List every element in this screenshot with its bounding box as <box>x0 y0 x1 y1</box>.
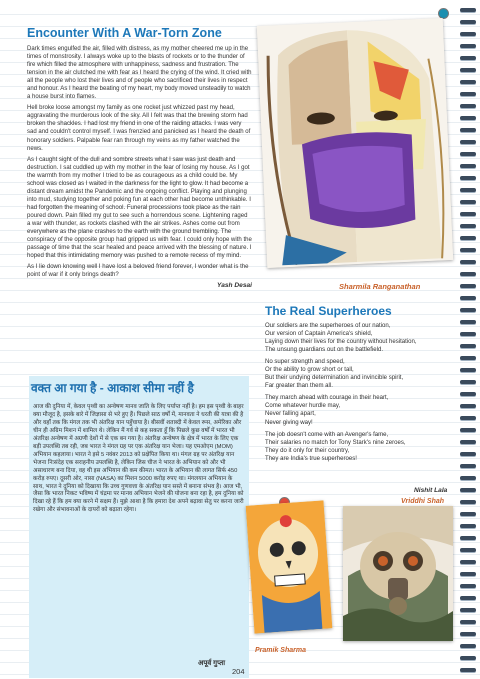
spiral-ring <box>460 44 476 48</box>
spiral-ring <box>460 152 476 156</box>
story-paragraph: As I caught sight of the dull and sombre streets what I saw was just death and destruction. I sat cuddled up with my mother in the fear of losing my house. As I got the warmth from my mother I tried to be as courageous as a child could be. My school was closed as I waited in the darkness for the light to glow. It had become a distant dream amidst the Pandemic and the ongoing conflict. Playing and plunging into mud, studying together and poking fun at each other had become unthinkable. I had forgotten the meaning of school. Funeral processions took place as the rain poured down. Pain filled my gut to see such a horrendous scene. Lightening raged a war with thunder, as rockets clashed with the air strikes. Ashes come out from everywhere as the plane crashes to the earth with the ground trembling. The conspiracy of the opposite group had gripped us with fear. I could only hope with the passage of time that the scar healed and peace arrived with the blessing of nature. I hoped that this intimidating memory was pushed to a remote recess of my mind. <box>27 156 252 260</box>
story-author: Yash Desai <box>217 282 252 290</box>
mask-portrait-drawing <box>257 18 453 268</box>
spiral-ring <box>460 104 476 108</box>
spiral-ring <box>460 644 476 648</box>
poem-author: Nishit Lala <box>414 487 448 494</box>
spiral-ring <box>460 560 476 564</box>
poem-line: But their undying determination and invincible spirit, <box>265 375 404 382</box>
poem-stanza <box>265 431 465 463</box>
poem-line: Far greater than them all. <box>265 383 333 390</box>
rule-line <box>0 314 480 315</box>
poem-line: They march ahead with courage in their heart, <box>265 395 389 402</box>
spiral-ring <box>460 56 476 60</box>
spiral-ring <box>460 128 476 132</box>
spiral-ring <box>460 176 476 180</box>
spiral-ring <box>460 668 476 672</box>
spiral-ring <box>460 200 476 204</box>
story-title: Encounter With A War-Torn Zone <box>27 26 222 40</box>
spiral-ring <box>460 296 476 300</box>
rule-line <box>0 302 480 303</box>
spiral-ring <box>460 80 476 84</box>
artwork-mask-portrait <box>257 18 453 268</box>
spiral-ring <box>460 656 476 660</box>
spiral-ring <box>460 488 476 492</box>
rule-line <box>0 14 480 15</box>
spiral-ring <box>460 536 476 540</box>
artwork-skull <box>246 500 333 633</box>
story-paragraph: Hell broke loose amongst my family as one rocket just whizzed past my head, aggravating the murderous look of the sky. All I felt was that the brewing storm had broken the shackles. I had lost my friend in one of the raiding attacks. I was very sad and couldn't control myself. I was frenzied and panicked as I heard the death of honorary soldiers. Palpable fear ran through my veins as my father watched the news. <box>27 105 251 152</box>
artwork-gas-mask <box>343 506 453 641</box>
spiral-ring <box>460 620 476 624</box>
spiral-ring <box>460 236 476 240</box>
gas-mask-drawing <box>343 506 453 641</box>
poem-line: Laying down their lives for the country without hesitation, <box>265 339 417 346</box>
poem-line: They are India's true superheroes! <box>265 455 357 462</box>
spiral-ring <box>460 632 476 636</box>
poem-title: The Real Superheroes <box>265 304 392 318</box>
poem-line: Never giving way! <box>265 419 313 426</box>
poem-line: Come whatever hurdle may, <box>265 403 341 410</box>
page-number: 204 <box>232 667 245 676</box>
spiral-ring <box>460 116 476 120</box>
skull-drawing <box>246 500 333 633</box>
spiral-ring <box>460 608 476 612</box>
spiral-ring <box>460 500 476 504</box>
spiral-ring <box>460 260 476 264</box>
spiral-ring <box>460 584 476 588</box>
hindi-article-body: आज की दुनिया में, केवल पृथ्वी का अन्वेषण मानव जाति के लिए पर्याप्त नहीं है। हम इस पृथ्वी के बाहर क्या मौजूद है, इसके बारे में जिज्ञासा से भरे हुए हैं। पिछले साठ वर्षों में, मानवता ने धरती की यात्रा की है और वहाँ तक कि मंगल तक भी अंतरिक्ष यान पहुँचाया है। बीसवीं शताब्दी में केवल रूस, अमेरिका और चीन ही अग्रिम मिशन में शामिल थे। लेकिन मैं गर्व से कह सकता हूँ कि पिछले कुछ वर्षों में भारत भी अंतरिक्ष अन्वेषण में अग्रणी देशों में से एक बन गया है। अंतरिक्ष अन्वेषण के क्षेत्र में भारत के लिए एक बड़ी उपलब्धि तब रही, जब भारत ने मंगल ग्रह पर एक अंतरिक्ष यान भेजा। यह एमओएम (MOM) अभियान कहलाया। भारत ने इसे 5 नवंबर 2013 को प्रक्षेपित किया था। मंगल ग्रह पर अंतरिक्ष यान भेजना निःसंदेह एक सराहनीय उपलब्धि है, लेकिन जिस चीज ने भारत के अभियान को और भी असाधारण बना दिया, वह थी इस अभियान की कम कीमत। भारत के अभियान की लागत सिर्फ 450 करोड़ रुपए। दूसरी ओर, नासा (NASA) का मिशन 5000 करोड़ रुपए था। मंगलयान अभियान के साथ, भारत ने दुनिया को दिखाया कि उच्च गुणवत्ता के अंतरिक्ष यान सस्ते में बनाना संभव है। आज भी, जैसा कि भारत निकट भविष्य में चंद्रमा पर मानव अभियान भेजने की योजना बना रहा है, हम दुनिया को दिखा रहे हैं कि हम क्या करने में सक्षम हैं। मुझे आशा है कि हमारा देश अपने बढ़ावा सेतु पर करना जारी रखेगा और संभावनाओं के दायरों को बढ़ाता रहेगा। <box>33 404 244 514</box>
poem-line: The unsung guardians out on the battlefield. <box>265 347 383 354</box>
poem-line: Our soldiers are the superheroes of our nation, <box>265 323 391 329</box>
spiral-ring <box>460 224 476 228</box>
artwork-caption-main: Sharmila Ranganathan <box>339 282 421 291</box>
artwork-caption-third: Vriddhi Shah <box>401 498 445 505</box>
poem-stanza <box>265 358 465 390</box>
spiral-ring <box>460 20 476 24</box>
spiral-ring <box>460 212 476 216</box>
spiral-ring <box>460 68 476 72</box>
spiral-ring <box>460 524 476 528</box>
spiral-ring <box>460 272 476 276</box>
spiral-ring <box>460 140 476 144</box>
poem-line: Or the ability to grow short or tall, <box>265 367 354 374</box>
artwork-caption-second: Pramik Sharma <box>255 647 306 654</box>
spiral-ring <box>460 8 476 12</box>
poem-line: Their salaries no match for Tony Stark's nine zeroes, <box>265 439 406 446</box>
story-body <box>27 45 252 279</box>
story-paragraph: As I lie down knowing well I have lost a beloved friend forever, I wonder what is the point of war if it only brings death? <box>27 264 249 279</box>
spiral-ring <box>460 188 476 192</box>
story-paragraph: Dark times engulfed the air, filled with distress, as my mother cheered me up in the times of monstrosity. I always woke up to the blasts of rockets or to the thunder of fire which filled the atmosphere with unhappiness, sadness and frustration. The tension in the air clutched me with fear as I heard the crying of the wind. It cried with all the people who lost their lives and of people who sacrificed their lives in respect and honour. As I heard the beating of my heart, my body moved unsteadily to watch a house burst into flames. <box>27 46 252 101</box>
poem-line: Never falling apart, <box>265 411 316 418</box>
spiral-ring <box>460 164 476 168</box>
poem-line: No super strength and speed, <box>265 359 345 366</box>
poem-line: Our version of Captain America's shield, <box>265 331 373 338</box>
spiral-ring <box>460 476 476 480</box>
hindi-article-title: वक्त आ गया है - आकाश सीमा नहीं है <box>31 381 194 395</box>
poem-line: They do it only for their country, <box>265 447 350 454</box>
spiral-ring <box>460 572 476 576</box>
hindi-article-author: अपूर्व गुप्ता <box>198 660 226 667</box>
poem-stanza <box>265 322 465 354</box>
spiral-ring <box>460 92 476 96</box>
spiral-ring <box>460 512 476 516</box>
spiral-ring <box>460 32 476 36</box>
spiral-ring <box>460 308 476 312</box>
poem-line: The job doesn't come with an Avenger's fame, <box>265 431 389 438</box>
story-section <box>27 26 252 289</box>
spiral-ring <box>460 596 476 600</box>
spiral-ring <box>460 284 476 288</box>
poem-body <box>265 322 465 467</box>
spiral-ring <box>460 248 476 252</box>
spiral-ring <box>460 548 476 552</box>
poem-stanza <box>265 394 465 426</box>
